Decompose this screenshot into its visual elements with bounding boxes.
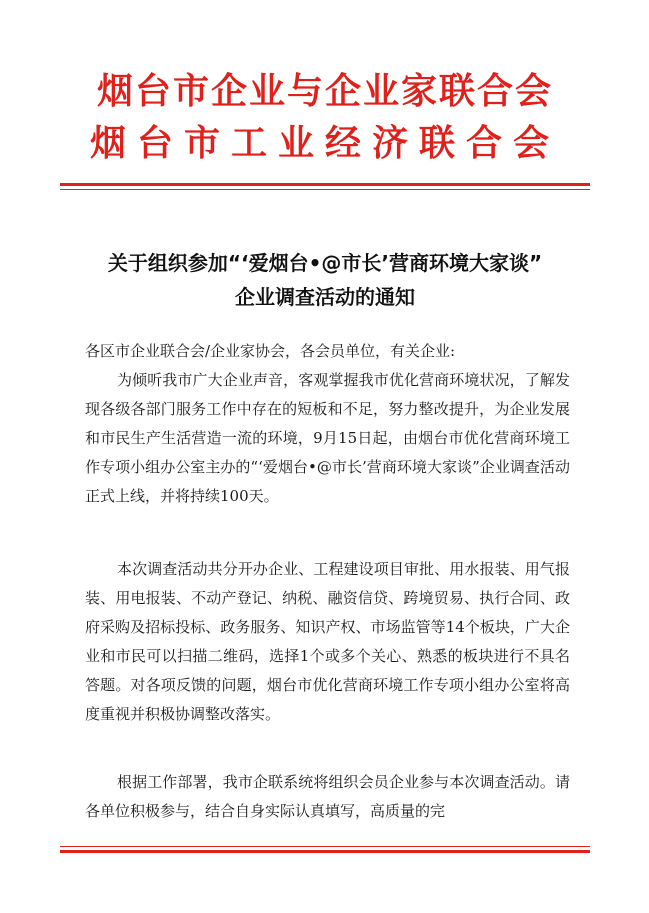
org-name-line-2: 烟台市工业经济联合会 bbox=[89, 123, 560, 164]
header-divider-thin bbox=[60, 189, 590, 190]
notice-title-line-2: 企业调查活动的通知 bbox=[235, 285, 415, 309]
notice-title-line-1: 关于组织参加“‘爱烟台•@市长’营商环境大家谈” bbox=[107, 251, 543, 275]
body-paragraph-3: 根据工作部署，我市企联系统将组织会员企业参与本次调查活动。请各单位积极参与，结合自身实际认真填写，高质量的完 bbox=[85, 773, 570, 820]
org-name-line-1: 烟台市企业与企业家联合会 bbox=[96, 71, 553, 112]
body-paragraph-2: 本次调查活动共分开办企业、工程建设项目审批、用水报装、用气报装、用电报装、不动产登记、纳税、融资信贷、跨境贸易、执行合同、政府采购及招标投标、政务服务、知识产权、市场监管等14个板块，广大企业和市民可以扫描二维码，选择1个或多个关心、熟悉的板块进行不具名答题。对各项反馈的问题，烟台市优化营商环境工作专项小组办公室将高度重视并积极协调整改落实。 bbox=[85, 560, 570, 723]
footer-divider-thick bbox=[60, 850, 590, 853]
header-divider-thick bbox=[60, 183, 590, 186]
body-paragraph-1: 为倾听我市广大企业声音，客观掌握我市优化营商环境状况，了解发现各级各部门服务工作中存在的短板和不足，努力整改提升，为企业发展和市民生产生活营造一流的环境，9月15日起，由烟台市优化营商环境工作专项小组办公室主办的“‘爱烟台•@市长’营商环境大家谈”企业调查活动正式上线，并将持续100天。 bbox=[85, 371, 570, 505]
footer-divider-thin bbox=[60, 846, 590, 847]
salutation: 各区市企业联合会/企业家协会，各会员单位，有关企业: bbox=[85, 342, 456, 360]
